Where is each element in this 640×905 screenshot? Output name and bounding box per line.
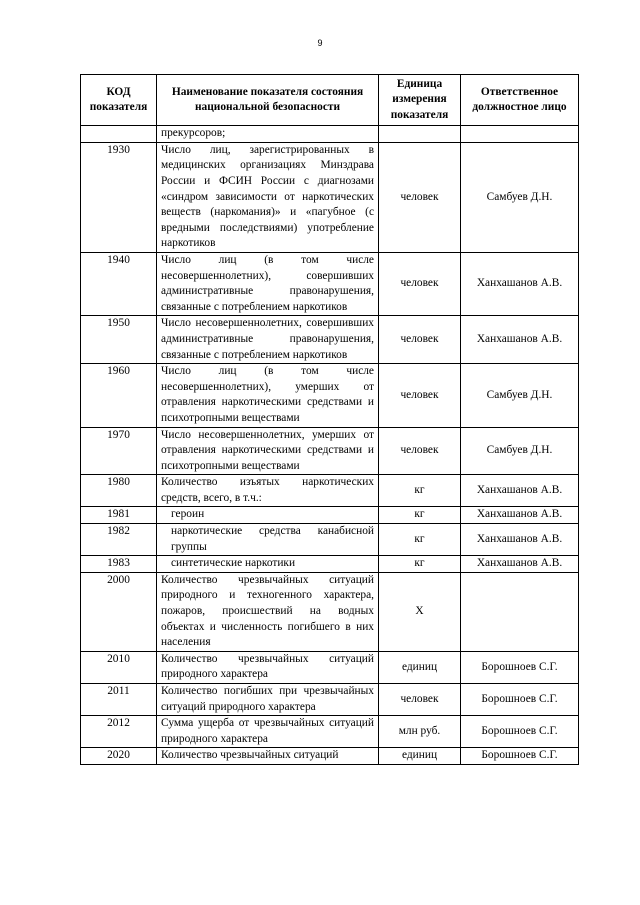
- table-row: [81, 716, 579, 748]
- row-responsible: Борошноев С.Г.: [461, 684, 579, 716]
- table-row: [81, 126, 579, 143]
- page-number: 9: [317, 38, 323, 48]
- row-responsible: Ханхашанов А.В.: [461, 556, 579, 573]
- row-name: героин: [157, 507, 379, 524]
- table-row: [81, 427, 579, 475]
- row-responsible: Ханхашанов А.В.: [461, 475, 579, 507]
- header-name: Наименование показателя состояния национальной безопасности: [157, 75, 379, 126]
- row-code: 2020: [81, 748, 157, 765]
- row-code: 2010: [81, 651, 157, 683]
- row-responsible: Самбуев Д.Н.: [461, 427, 579, 475]
- table-row: [81, 316, 579, 364]
- row-code: 1982: [81, 524, 157, 556]
- table-row: [81, 142, 579, 252]
- table-row: [81, 651, 579, 683]
- row-name: Число лиц, зарегистрированных в медицинских организациях Минздрава России и ФСИН России с диагнозами «синдром зависимости от наркотических веществ (наркомания)» и «пагубное (с вредными последствиями) употребление наркотиков: [157, 142, 379, 252]
- row-responsible: Ханхашанов А.В.: [461, 316, 579, 364]
- row-responsible: Ханхашанов А.В.: [461, 524, 579, 556]
- row-code: 1960: [81, 364, 157, 427]
- row-code: 1970: [81, 427, 157, 475]
- header-code: КОД показателя: [81, 75, 157, 126]
- row-responsible: Ханхашанов А.В.: [461, 252, 579, 315]
- row-code: 2011: [81, 684, 157, 716]
- row-unit: единиц: [379, 651, 461, 683]
- table-row: [81, 524, 579, 556]
- row-name: прекурсоров;: [157, 126, 379, 143]
- row-responsible: Самбуев Д.Н.: [461, 364, 579, 427]
- row-code: 1980: [81, 475, 157, 507]
- row-code: 1940: [81, 252, 157, 315]
- row-code: 1983: [81, 556, 157, 573]
- table-row: [81, 364, 579, 427]
- row-unit: X: [379, 572, 461, 651]
- row-name: Сумма ущерба от чрезвычайных ситуаций природного характера: [157, 716, 379, 748]
- table-row: [81, 556, 579, 573]
- indicators-table: [80, 74, 579, 765]
- table-row: [81, 748, 579, 765]
- row-code: 1930: [81, 142, 157, 252]
- row-responsible: Самбуев Д.Н.: [461, 142, 579, 252]
- row-unit: [379, 126, 461, 143]
- row-name: Число несовершеннолетних, совершивших административные правонарушения, связанные с потреблением наркотиков: [157, 316, 379, 364]
- row-unit: млн руб.: [379, 716, 461, 748]
- table-row: [81, 475, 579, 507]
- row-unit: единиц: [379, 748, 461, 765]
- row-name: Количество чрезвычайных ситуаций природного и техногенного характера, пожаров, происшествий на водных объектах и численность погибшего в них населения: [157, 572, 379, 651]
- row-name: Число лиц (в том числе несовершеннолетних), совершивших административные правонарушения, связанные с потреблением наркотиков: [157, 252, 379, 315]
- row-unit: человек: [379, 252, 461, 315]
- row-name: Число лиц (в том числе несовершеннолетних), умерших от отравления наркотическими средствами и психотропными веществами: [157, 364, 379, 427]
- row-responsible: Борошноев С.Г.: [461, 748, 579, 765]
- row-unit: кг: [379, 475, 461, 507]
- row-name: Количество изъятых наркотических средств, всего, в т.ч.:: [157, 475, 379, 507]
- row-name: Число несовершеннолетних, умерших от отравления наркотическими средствами и психотропными веществами: [157, 427, 379, 475]
- table-row: [81, 252, 579, 315]
- row-unit: человек: [379, 142, 461, 252]
- header-unit: Единица измерения показателя: [379, 75, 461, 126]
- row-name: Количество погибших при чрезвычайных ситуаций природного характера: [157, 684, 379, 716]
- row-unit: кг: [379, 556, 461, 573]
- row-unit: человек: [379, 427, 461, 475]
- table-body: [81, 126, 579, 765]
- row-unit: человек: [379, 684, 461, 716]
- table-row: [81, 684, 579, 716]
- table-row: [81, 507, 579, 524]
- row-code: 2012: [81, 716, 157, 748]
- table-header-row: [81, 75, 579, 126]
- row-name: Количество чрезвычайных ситуаций: [157, 748, 379, 765]
- row-name: наркотические средства канабисной группы: [157, 524, 379, 556]
- row-responsible: [461, 572, 579, 651]
- row-name: Количество чрезвычайных ситуаций природного характера: [157, 651, 379, 683]
- row-responsible: Ханхашанов А.В.: [461, 507, 579, 524]
- row-code: [81, 126, 157, 143]
- row-code: 2000: [81, 572, 157, 651]
- row-unit: кг: [379, 524, 461, 556]
- row-name: синтетические наркотики: [157, 556, 379, 573]
- row-unit: человек: [379, 364, 461, 427]
- row-responsible: [461, 126, 579, 143]
- header-responsible: Ответственное должностное лицо: [461, 75, 579, 126]
- row-code: 1981: [81, 507, 157, 524]
- row-unit: человек: [379, 316, 461, 364]
- row-code: 1950: [81, 316, 157, 364]
- row-unit: кг: [379, 507, 461, 524]
- row-responsible: Борошноев С.Г.: [461, 716, 579, 748]
- row-responsible: Борошноев С.Г.: [461, 651, 579, 683]
- table-row: [81, 572, 579, 651]
